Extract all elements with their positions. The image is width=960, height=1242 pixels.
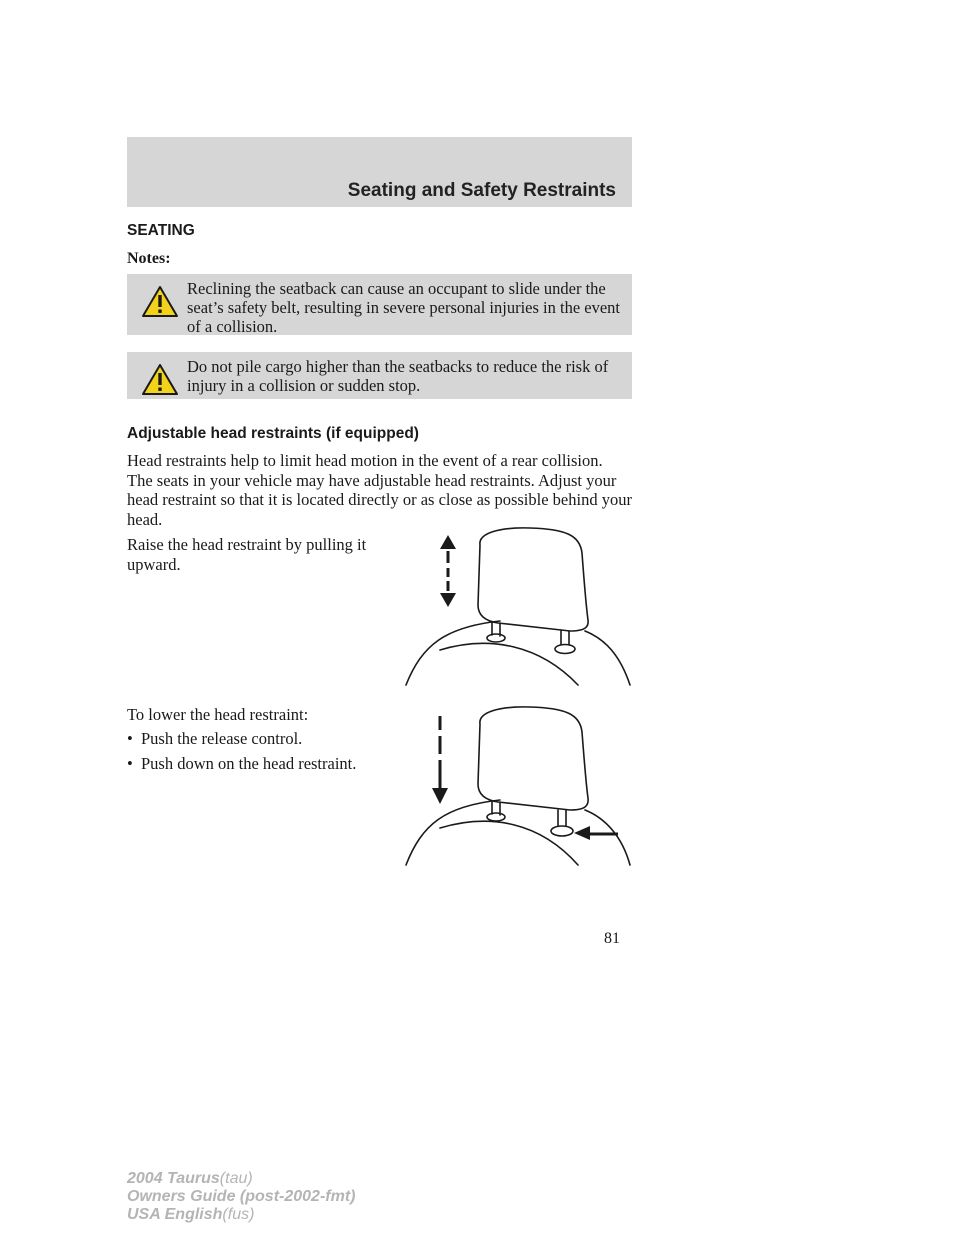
section-title: Seating and Safety Restraints [347, 180, 616, 201]
seating-heading: SEATING [127, 222, 195, 239]
head-restraint-raise-illustration [400, 525, 635, 690]
arrow-down-icon [432, 788, 448, 804]
section-header-band [127, 137, 632, 207]
footer-guide: Owners Guide (post-2002-fmt) [127, 1188, 356, 1205]
footer-model: 2004 Taurus [127, 1170, 220, 1187]
bullet-glyph: • [127, 729, 133, 748]
arrow-up-icon [440, 535, 456, 549]
list-item [127, 729, 397, 749]
arrow-down-icon [440, 593, 456, 607]
notes-label: Notes: [127, 250, 171, 267]
lower-step-push: Push down on the head restraint. [141, 754, 357, 773]
head-restraints-intro: Head restraints help to limit head motion in the event of a rear collision. The seats in your vehicle may have adjustable head restraints. Adjust your head restraint so that it is located directly or as close as possible behind your head. [127, 451, 632, 529]
head-restraint-lower-illustration [400, 700, 635, 870]
warning-triangle-icon [141, 285, 179, 319]
lower-step-release: Push the release control. [141, 729, 303, 748]
footer-model-code: (tau) [219, 1170, 253, 1187]
warning-text: Reclining the seatback can cause an occupant to slide under the seat’s safety belt, resulting in severe personal injuries in the event of a collision. [187, 279, 620, 336]
bullet-glyph: • [127, 754, 133, 773]
raise-instruction: Raise the head restraint by pulling it upward. [127, 535, 367, 574]
document-footer [127, 1170, 355, 1224]
head-restraints-heading: Adjustable head restraints (if equipped) [127, 425, 419, 442]
warning-triangle-icon [141, 363, 179, 397]
list-item [127, 754, 397, 774]
lower-instruction: To lower the head restraint: [127, 705, 309, 724]
footer-language-code: (fus) [222, 1206, 255, 1223]
arrow-left-icon [574, 826, 590, 840]
warning-box-cargo [127, 352, 632, 399]
warning-text: Do not pile cargo higher than the seatbacks to reduce the risk of injury in a collision or sudden stop. [187, 357, 609, 395]
page-number: 81 [604, 930, 620, 947]
footer-language: USA English [127, 1206, 223, 1223]
warning-box-recline [127, 274, 632, 335]
